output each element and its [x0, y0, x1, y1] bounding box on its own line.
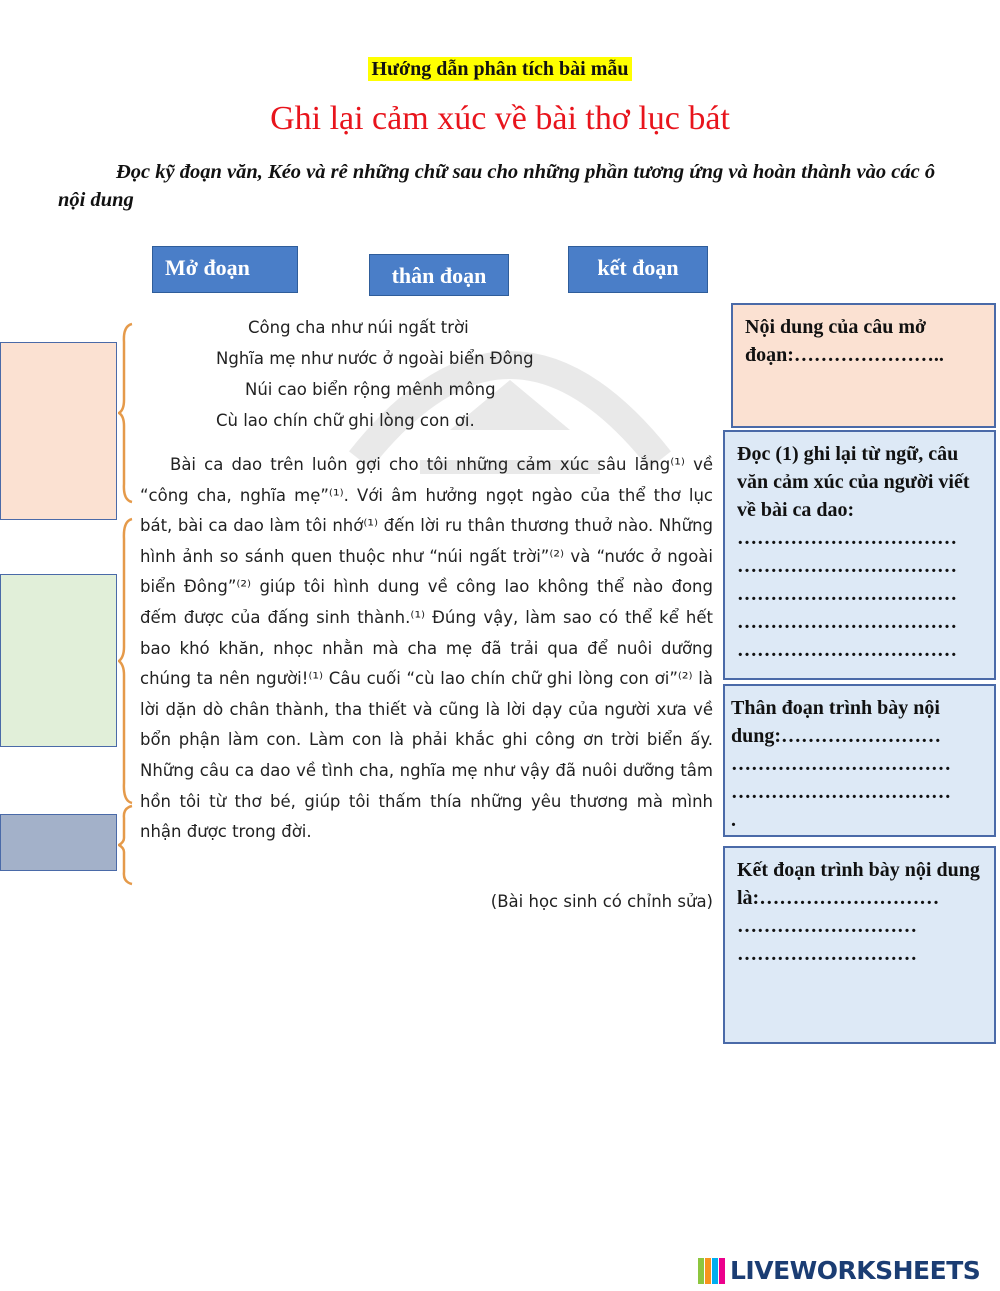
- brace-icon: [118, 804, 136, 886]
- box-label: Thân đoạn trình bày nội dung:……………………: [731, 697, 942, 747]
- dotted-line: ……………………………: [731, 753, 951, 775]
- subtitle: [0, 58, 1000, 81]
- drop-zone-3[interactable]: [0, 814, 117, 871]
- drag-item-mo-doan[interactable]: Mở đoạn: [152, 246, 298, 293]
- dotted-line: ……………………………: [737, 583, 957, 605]
- dotted-line: ……………………………: [737, 555, 957, 577]
- poem-line: Núi cao biển rộng mênh mông: [245, 380, 496, 399]
- poem: [150, 312, 710, 436]
- poem-line: Công cha như núi ngất trời: [248, 318, 469, 337]
- passage: Bài ca dao trên luôn gợi cho tôi những cảm xúc sâu lắng⁽¹⁾ về “công cha, nghĩa mẹ”⁽¹⁾. Với âm hưởng ngọt ngào của thể thơ lục bát, bài ca dao làm tôi nhớ⁽¹⁾ đến lời ru thân thương thuở nào. Những hình ảnh so sánh quen thuộc như “núi ngất trời”⁽²⁾ và “nước ở ngoài biển Đông”⁽²⁾ giúp tôi hình dung về công lao không thể nào đong đếm được của đấng sinh thành.⁽¹⁾ Đúng vậy, làm sao có thể kể hết bao khó khăn, nhọc nhằn mà cha mẹ đã trải qua để nuôi dưỡng chúng ta nên người!⁽¹⁾ Câu cuối “cù lao chín chữ ghi lòng con ơi”⁽²⁾ là lời dặn dò chân thành, tha thiết và cũng là lời dạy của người xưa về bổn phận làm con. Làm con là phải khắc ghi công ơn trời biển ấy. Những câu ca dao về tình cha, nghĩa mẹ như vậy đã nuôi dưỡng tâm hồn tôi từ thơ bé, giúp tôi thấm thía những yêu thương mà mình nhận được trong đời.: [140, 455, 713, 842]
- box-label: Nội dung của câu mở đoạn:…………………..: [745, 316, 944, 366]
- liveworksheets-icon: [698, 1258, 726, 1286]
- drop-zone-1[interactable]: [0, 342, 117, 520]
- dotted-line: ……………………………: [737, 611, 957, 633]
- box-label: Kết đoạn trình bày nội dung là:………………………: [737, 859, 980, 909]
- answer-box-mo-doan[interactable]: [731, 303, 996, 428]
- credit: (Bài học sinh có chỉnh sửa): [490, 892, 713, 911]
- brand-text: LIVEWORKSHEETS: [730, 1256, 981, 1285]
- poem-line: Nghĩa mẹ như nước ở ngoài biển Đông: [216, 349, 534, 368]
- dotted-line: ………………………: [737, 943, 917, 965]
- page-title: Ghi lại cảm xúc về bài thơ lục bát: [270, 100, 730, 137]
- box-label: Đọc (1) ghi lại từ ngữ, câu văn cảm xúc của người viết về bài ca dao:: [737, 443, 970, 521]
- poem-line: Cù lao chín chữ ghi lòng con ơi.: [216, 411, 475, 430]
- dotted-line: .: [731, 809, 736, 831]
- dotted-line: ……………………………: [731, 781, 951, 803]
- brace-icon: [118, 322, 136, 504]
- dotted-line: ……………………………: [737, 639, 957, 661]
- subtitle-text: Hướng dẫn phân tích bài mẫu: [368, 57, 631, 81]
- brace-icon: [118, 517, 136, 805]
- dotted-line: ……………………………: [737, 527, 957, 549]
- answer-box-ket-doan[interactable]: [723, 846, 996, 1044]
- answer-box-cam-xuc[interactable]: [723, 430, 996, 680]
- answer-box-than-doan[interactable]: [723, 684, 996, 837]
- drag-item-than-doan[interactable]: thân đoạn: [369, 254, 509, 296]
- instruction: Đọc kỹ đoạn văn, Kéo và rê những chữ sau cho những phần tương ứng và hoàn thành vào các ô nội dung: [58, 161, 936, 211]
- dotted-line: ………………………: [737, 915, 917, 937]
- drop-zone-2[interactable]: [0, 574, 117, 747]
- drag-item-ket-doan[interactable]: kết đoạn: [568, 246, 708, 293]
- liveworksheets-logo: [698, 1256, 998, 1286]
